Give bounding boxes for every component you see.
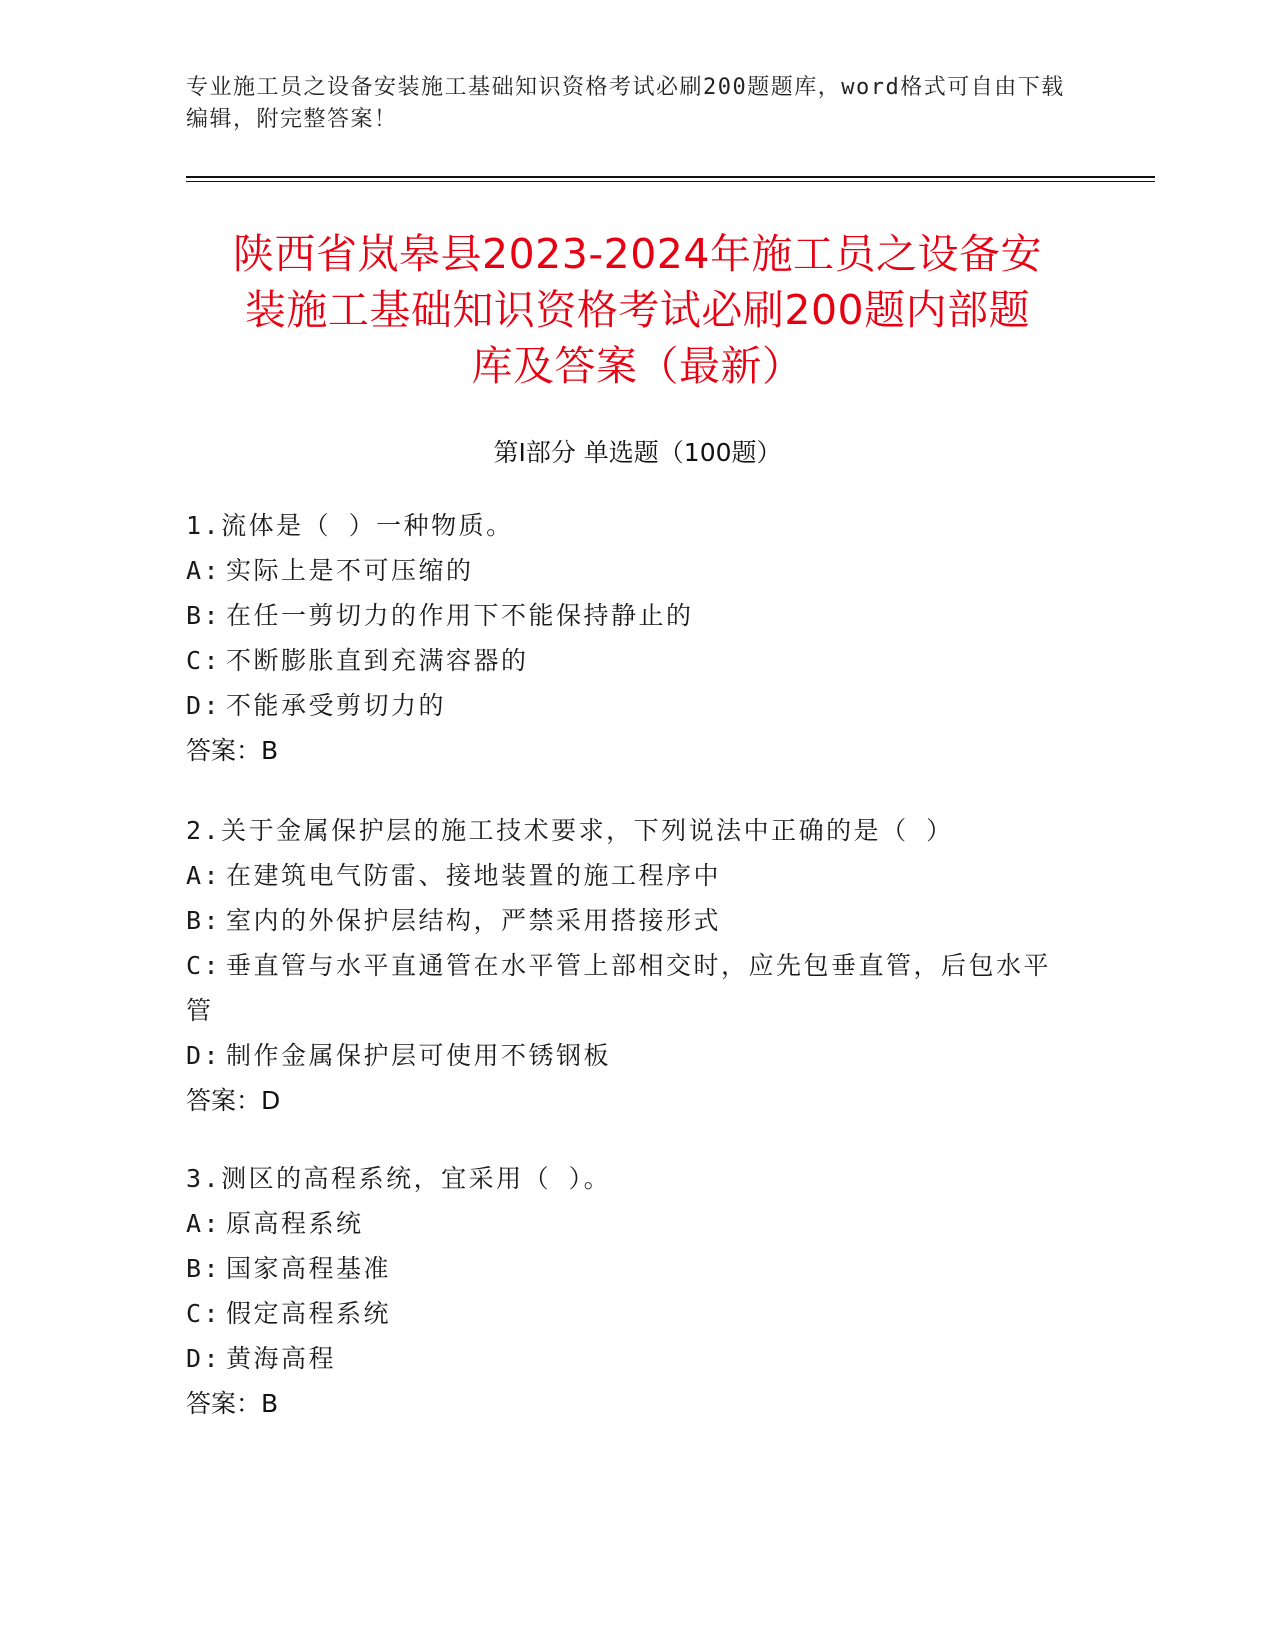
option-text: 在建筑电气防雷、接地装置的施工程序中 xyxy=(226,861,722,890)
answer: 答案：B xyxy=(186,1389,279,1418)
option-b xyxy=(186,898,1076,943)
option-letter: B: xyxy=(186,906,222,935)
header-rule-thin xyxy=(186,181,1155,182)
option-letter: C: xyxy=(186,646,222,675)
option-letter: B: xyxy=(186,601,222,630)
option-a xyxy=(186,1201,1076,1246)
option-letter: A: xyxy=(186,861,222,890)
option-text: 国家高程基准 xyxy=(226,1254,392,1283)
question-2 xyxy=(186,808,1076,1123)
option-d xyxy=(186,1336,1076,1381)
option-letter: A: xyxy=(186,1209,222,1238)
option-text: 在任一剪切力的作用下不能保持静止的 xyxy=(226,601,694,630)
title-line-1: 陕西省岚皋县2023-2024年施工员之设备安 xyxy=(233,230,1042,278)
question-3 xyxy=(186,1156,1076,1426)
option-letter: D: xyxy=(186,1344,222,1373)
option-letter: C: xyxy=(186,951,222,980)
option-d xyxy=(186,683,1076,728)
option-d xyxy=(186,1033,1076,1078)
option-c xyxy=(186,943,1076,1033)
header-rule xyxy=(186,176,1155,178)
document-title xyxy=(186,226,1089,394)
section-title: 第Ⅰ部分 单选题（100题） xyxy=(493,438,782,467)
option-letter: D: xyxy=(186,1041,222,1070)
option-a xyxy=(186,853,1076,898)
answer: 答案：D xyxy=(186,1086,281,1115)
option-text: 原高程系统 xyxy=(226,1209,364,1238)
header-note: 专业施工员之设备安装施工基础知识资格考试必刷200题题库，word格式可自由下载编辑，附完整答案！ xyxy=(186,75,1065,132)
option-text: 假定高程系统 xyxy=(226,1299,392,1328)
title-line-3: 库及答案（最新） xyxy=(471,342,804,390)
option-text: 实际上是不可压缩的 xyxy=(226,556,474,585)
option-text: 不能承受剪切力的 xyxy=(226,691,447,720)
question-stem: 3.测区的高程系统，宜采用（ ）。 xyxy=(186,1164,612,1193)
option-text: 垂直管与水平直通管在水平管上部相交时，应先包垂直管，后包水平管 xyxy=(186,951,1052,1025)
title-line-2: 装施工基础知识资格考试必刷200题内部题 xyxy=(244,286,1031,334)
answer: 答案：B xyxy=(186,736,279,765)
option-b xyxy=(186,1246,1076,1291)
option-text: 制作金属保护层可使用不锈钢板 xyxy=(226,1041,612,1070)
option-letter: C: xyxy=(186,1299,222,1328)
option-c xyxy=(186,638,1076,683)
question-stem: 1.流体是（ ）一种物质。 xyxy=(186,511,514,540)
question-1 xyxy=(186,503,1076,773)
option-letter: D: xyxy=(186,691,222,720)
option-text: 室内的外保护层结构，严禁采用搭接形式 xyxy=(226,906,722,935)
option-b xyxy=(186,593,1076,638)
option-text: 不断膨胀直到充满容器的 xyxy=(226,646,529,675)
option-letter: A: xyxy=(186,556,222,585)
option-c xyxy=(186,1291,1076,1336)
option-text: 黄海高程 xyxy=(226,1344,337,1373)
option-letter: B: xyxy=(186,1254,222,1283)
option-a xyxy=(186,548,1076,593)
question-stem: 2.关于金属保护层的施工技术要求，下列说法中正确的是（ ） xyxy=(186,816,954,845)
